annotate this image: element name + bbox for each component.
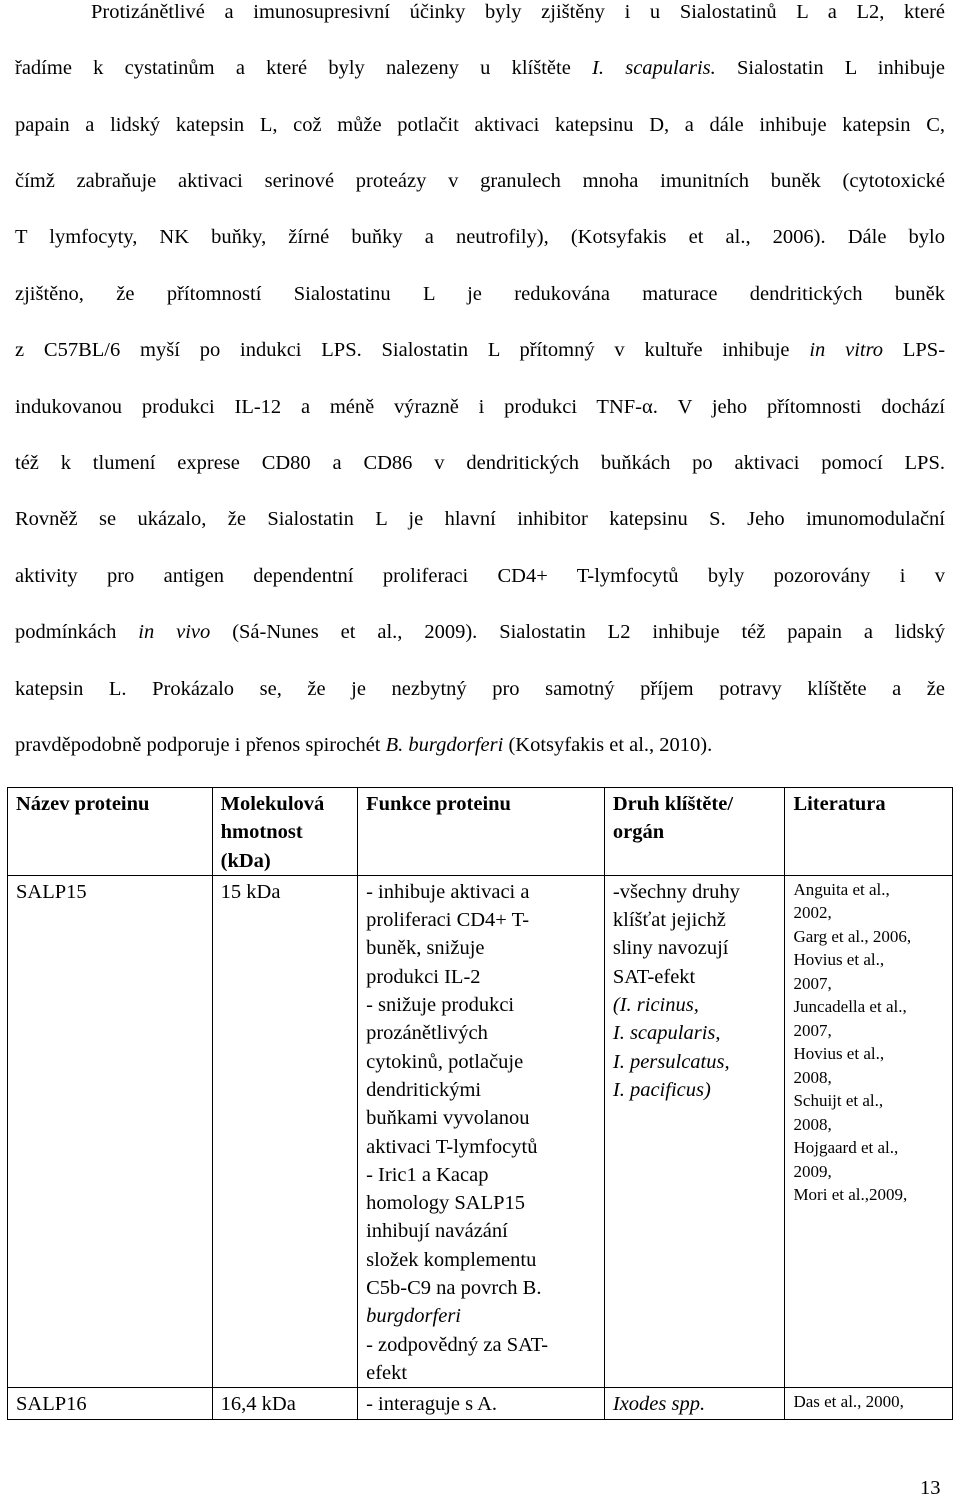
table-header-row [8,788,953,876]
cell-literature [785,1388,953,1419]
cell-line: homology SALP15 [366,1192,525,1215]
cell-line: prozánětlivých [366,1022,488,1045]
cell-line: - inhibuje aktivaci a [366,880,530,903]
italic-term: in vivo [138,621,211,643]
line-text: zjištěno, že přítomností Sialostatinu L je redukována maturace dendritických buněk [15,283,945,305]
cell-line: 2008, [793,1114,832,1134]
cell-line: aktivaci T-lymfocytů [366,1135,538,1158]
line-text: (Sá-Nunes et al., 2009). Sialostatin L2 inhibuje též papain a lidský [210,621,946,643]
cell-line: Das et al., 2000, [793,1392,904,1412]
cell-line: 2002, [793,903,832,923]
line-text: aktivity pro antigen dependentní proliferaci CD4+ T-lymfocytů byly pozorovány i v [15,565,945,587]
paragraph-line [15,282,945,306]
paragraph-line [91,0,945,24]
cell-line: inhibují navázání [366,1220,508,1243]
header-molecular-mass: Molekulová hmotnost (kDa) [212,788,357,876]
protein-table [7,787,953,1420]
cell-line: - Iric1 a Kacap [366,1163,489,1186]
cell-line: SALP15 [16,880,87,903]
cell-line: sliny navozují [612,937,729,960]
cell-line: cytokinů, potlačuje [366,1050,524,1073]
cell-line: buněk, snižuje [366,937,485,960]
cell-line: 2009, [793,1161,832,1181]
cell-line: klíšťat jejichž [612,909,726,932]
table-row [8,875,953,1387]
header-literature: Literatura [785,788,953,876]
paragraph-line [15,113,945,137]
line-text: čímž zabraňuje aktivaci serinové proteázy v granulech mnoha imunitních buněk (cytotoxické [15,170,945,192]
paragraph-line [15,677,945,701]
cell-line: - snižuje produkci [366,994,515,1017]
paragraph-line [15,620,945,644]
cell-line: Hovius et al., [793,950,885,970]
paragraph-line [15,507,945,531]
header-protein-name: Název proteinu [8,788,213,876]
paragraph-line [15,225,945,249]
cell-line: Anguita et al., [793,879,890,899]
cell-line: SALP16 [16,1393,87,1416]
cell-line: - zodpovědný za SAT- [366,1333,549,1356]
cell-line: Mori et al.,2009, [793,1185,908,1205]
cell-line: C5b-C9 na povrch B. [366,1277,542,1300]
cell-molecular-mass [212,1388,357,1419]
cell-line: (I. ricinus, [612,994,699,1017]
cell-line: - interaguje s A. [366,1393,498,1416]
cell-line: I. scapularis, [612,1022,721,1045]
cell-line: I. pacificus) [612,1078,711,1101]
italic-term: in vitro [809,339,884,361]
paragraph-line [15,169,945,193]
line-text: podmínkách [15,621,139,643]
cell-protein-function [358,1388,605,1419]
line-text: z C57BL/6 myší po indukci LPS. Sialostatin L přítomný v kultuře inhibuje [15,339,810,361]
line-text: katepsin L. Prokázalo se, že je nezbytný pro samotný příjem potravy klíštěte a že [15,678,945,700]
paragraph-line [15,733,712,757]
cell-line: buňkami vyvolanou [366,1107,530,1130]
line-text: pravděpodobně podporuje i přenos spirochét [15,734,386,756]
cell-line: efekt [366,1361,408,1384]
line-text: (Kotsyfakis et al., 2010). [503,734,713,756]
cell-protein-function [358,875,605,1387]
line-text: též k tlumení exprese CD80 a CD86 v dendritických buňkách po aktivaci pomocí LPS. [15,452,945,474]
paragraph-line [15,564,945,588]
header-protein-function: Funkce proteinu [358,788,605,876]
line-text: indukovanou produkci IL-12 a méně výrazně i produkci TNF-α. V jeho přítomnosti dochází [15,396,945,418]
cell-line: Schuijt et al., [793,1091,884,1111]
line-text: papain a lidský katepsin L, což může potlačit aktivaci katepsinu D, a dále inhibuje katepsin C, [15,114,945,136]
cell-line: Hojgaard et al., [793,1138,899,1158]
line-text: Rovněž se ukázalo, že Sialostatin L je hlavní inhibitor katepsinu S. Jeho imunomodulační [15,508,945,530]
italic-term: B. burgdorferi [385,734,504,756]
line-text: Sialostatin L inhibuje [715,57,945,79]
cell-line: SAT-efekt [612,965,696,988]
cell-line: I. persulcatus, [612,1050,730,1073]
header-tick-species: Druh klíštěte/ orgán [604,788,785,876]
cell-protein-name [8,1388,213,1419]
cell-line: produkci IL-2 [366,965,481,988]
cell-molecular-mass [212,875,357,1387]
cell-line: 15 kDa [220,880,281,903]
cell-line: Ixodes spp. [612,1393,706,1416]
page-number: 13 [920,1477,941,1499]
line-text: LPS- [883,339,946,361]
cell-line: složek komplementu [366,1248,537,1271]
cell-literature [785,875,953,1387]
cell-tick-species [604,1388,785,1419]
table-row [8,1388,953,1419]
cell-line: 2007, [793,973,832,993]
cell-line: -všechny druhy [612,880,740,903]
cell-line: 2008, [793,1067,832,1087]
paragraph-line [15,56,945,80]
cell-line: 2007, [793,1020,832,1040]
cell-tick-species [604,875,785,1387]
line-text: T lymfocyty, NK buňky, žírné buňky a neutrofily), (Kotsyfakis et al., 2006). Dále bylo [15,226,945,248]
cell-line: proliferaci CD4+ T- [366,909,530,932]
line-text: řadíme k cystatinům a které byly nalezeny u klíštěte [15,57,593,79]
cell-line: burgdorferi [366,1305,462,1328]
paragraph-line [15,338,945,362]
paragraph-line [15,395,945,419]
cell-line: dendritickými [366,1078,482,1101]
italic-term: I. scapularis. [592,57,716,79]
cell-line: Garg et al., 2006, [793,926,912,946]
paragraph-line [15,451,945,475]
cell-line: 16,4 kDa [220,1393,296,1416]
cell-line: Hovius et al., [793,1044,885,1064]
line-text: Protizánětlivé a imunosupresivní účinky byly zjištěny i u Sialostatinů L a L2, které [91,1,945,23]
cell-protein-name [8,875,213,1387]
cell-line: Juncadella et al., [793,997,907,1017]
